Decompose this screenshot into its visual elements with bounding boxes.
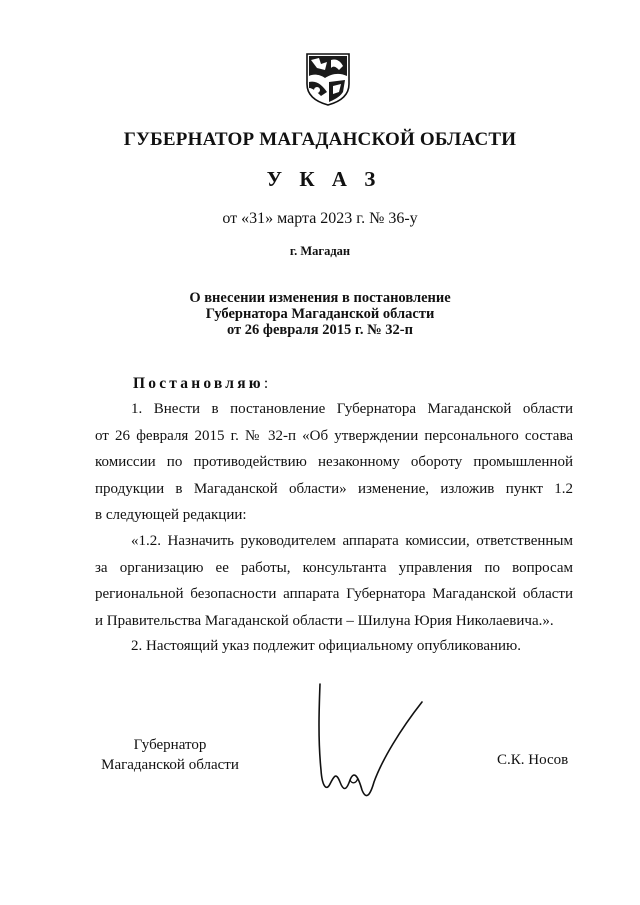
paragraph-line: региональной безопасности аппарата Губернатора Магаданской области [95, 586, 573, 603]
subject-line: от 26 февраля 2015 г. № 32-п [227, 322, 413, 338]
issue-city: г. Магадан [289, 244, 351, 258]
paragraph-line: 1. Внести в постановление Губернатора Магаданской области [131, 401, 573, 417]
position-line: Губернатор [133, 737, 207, 753]
subject-line: О внесении изменения в постановление [189, 290, 451, 306]
paragraph-1 [95, 396, 573, 529]
paragraph-line: за организацию ее работы, консультанта управления по вопросам [95, 559, 573, 576]
authority-title: ГУБЕРНАТОР МАГАДАНСКОЙ ОБЛАСТИ [123, 129, 517, 150]
preamble-word: Постановляю [133, 375, 264, 392]
date-and-number: от «31» марта 2023 г. № 36-у [222, 210, 418, 227]
paragraph-3 [95, 633, 573, 660]
paragraph-line: комиссии по противодействию незаконному обороту промышленной [95, 454, 573, 471]
coat-of-arms-icon [305, 52, 351, 106]
preamble-colon: : [263, 375, 269, 392]
position-line: Магаданской области [101, 757, 239, 773]
handwritten-signature-icon [310, 680, 430, 810]
paragraph-line: от 26 февраля 2015 г. № 32-п «Об утверждении персонального состава [95, 427, 573, 444]
subject-line: Губернатора Магаданской области [205, 306, 435, 322]
preamble [133, 375, 268, 393]
decree-subject [0, 290, 640, 338]
signatory-name: С.К. Носов [497, 752, 569, 768]
signatory-position [100, 735, 240, 775]
paragraph-2 [95, 528, 573, 634]
paragraph-line: «1.2. Назначить руководителем аппарата комиссии, ответственным [131, 533, 573, 549]
paragraph-line: и Правительства Магаданской области – Шилуна Юрия Николаевича.». [95, 612, 554, 629]
paragraph-line: продукции в Магаданской области» изменение, изложив пункт 1.2 [95, 480, 573, 497]
document-type: У К А З [266, 167, 382, 191]
paragraph-line: в следующей редакции: [95, 507, 247, 524]
paragraph-line: 2. Настоящий указ подлежит официальному опубликованию. [131, 638, 522, 654]
